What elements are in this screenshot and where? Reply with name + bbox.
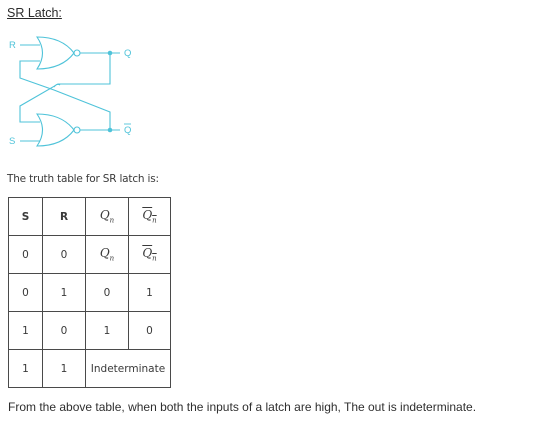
table-header-row (9, 198, 171, 236)
cell-q: 1 (86, 312, 129, 350)
page-title: SR Latch: (7, 6, 62, 20)
cell-r: 1 (43, 350, 86, 388)
header-q: $Q_n$ (86, 198, 129, 236)
qbar-output-label: Q (124, 125, 132, 136)
cell-r: 1 (43, 274, 86, 312)
table-row (9, 312, 171, 350)
cell-qbar: $Q_n$ (129, 236, 171, 274)
cell-q: 0 (86, 274, 129, 312)
header-qbar: $Q_n$ (129, 198, 171, 236)
header-s: S (9, 198, 43, 236)
cell-qbar: 0 (129, 312, 171, 350)
cell-s: 0 (9, 274, 43, 312)
table-row (9, 350, 171, 388)
s-input-label: S (9, 136, 16, 147)
q-feedback-wire (20, 53, 110, 122)
table-row (9, 274, 171, 312)
truth-table-intro: The truth table for SR latch is: (7, 173, 159, 185)
r-input-label: R (9, 40, 16, 51)
qbar-junction-dot (108, 128, 113, 133)
q-junction-dot (108, 51, 113, 56)
table-row (9, 236, 171, 274)
cell-r: 0 (43, 312, 86, 350)
cell-s: 1 (9, 312, 43, 350)
cell-qbar: 1 (129, 274, 171, 312)
bottom-nor-bubble (74, 127, 80, 133)
qbar-feedback-wire (20, 61, 110, 130)
top-nor-bubble (74, 50, 80, 56)
header-r: R (43, 198, 86, 236)
cell-s: 1 (9, 350, 43, 388)
bottom-nor-gate (37, 114, 74, 146)
cell-indeterminate: Indeterminate (86, 350, 171, 388)
cell-s: 0 (9, 236, 43, 274)
truth-table (8, 197, 171, 388)
q-output-label: Q (124, 48, 132, 59)
cell-r: 0 (43, 236, 86, 274)
sr-latch-diagram (0, 30, 160, 160)
top-nor-gate (37, 37, 74, 69)
cell-q: $Q_n$ (86, 236, 129, 274)
conclusion-text: From the above table, when both the inputs of a latch are high, The out is indeterminate. (8, 400, 477, 414)
